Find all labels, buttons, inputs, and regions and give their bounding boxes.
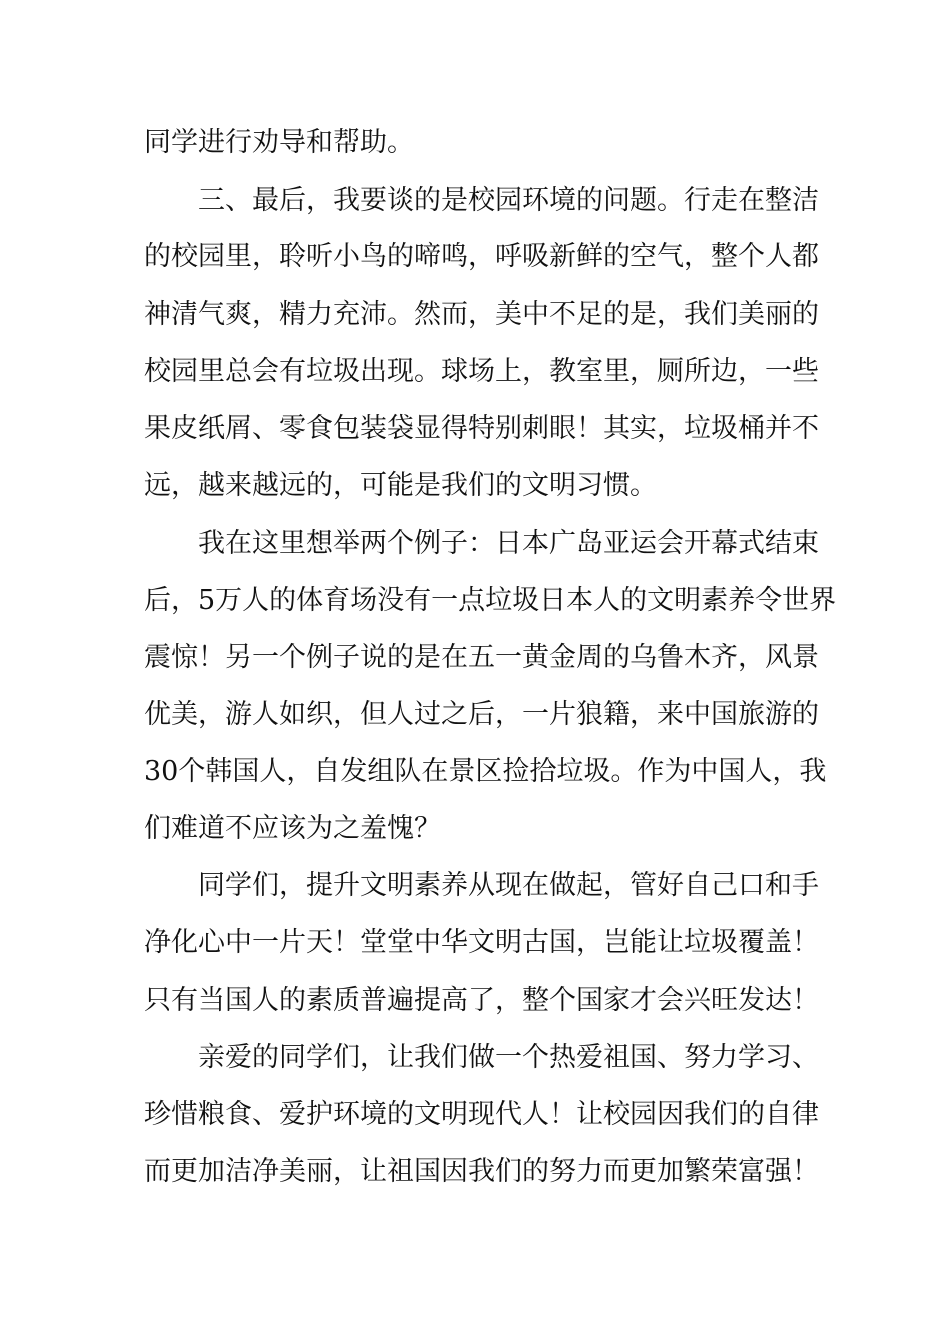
paragraph-line: 净化心中一片天！堂堂中华文明古国，岂能让垃圾覆盖！ — [144, 927, 819, 958]
paragraph-line: 而更加洁净美丽，让祖国因我们的努力而更加繁荣富强！ — [144, 1156, 819, 1187]
paragraph-line: 后，5万人的体育场没有一点垃圾日本人的文明素养令世界 — [144, 585, 837, 616]
paragraph-line: 30个韩国人，自发组队在景区捡拾垃圾。作为中国人，我 — [144, 756, 827, 787]
paragraph-line: 校园里总会有垃圾出现。球场上，教室里，厕所边，一些 — [144, 356, 819, 387]
paragraph-line: 我在这里想举两个例子：日本广岛亚运会开幕式结束 — [198, 528, 819, 559]
paragraph-line: 果皮纸屑、零食包装袋显得特别刺眼！其实，垃圾桶并不 — [144, 413, 819, 444]
paragraph-line: 的校园里，聆听小鸟的啼鸣，呼吸新鲜的空气，整个人都 — [144, 241, 819, 272]
paragraph-line: 三、最后，我要谈的是校园环境的问题。行走在整洁 — [198, 185, 819, 216]
paragraph-line: 珍惜粮食、爱护环境的文明现代人！让校园因我们的自律 — [144, 1099, 819, 1130]
paragraph-line: 同学进行劝导和帮助。 — [144, 127, 414, 158]
paragraph-line: 震惊！另一个例子说的是在五一黄金周的乌鲁木齐，风景 — [144, 642, 819, 673]
paragraph-line: 们难道不应该为之羞愧？ — [144, 813, 441, 844]
paragraph-line: 远，越来越远的，可能是我们的文明习惯。 — [144, 470, 657, 501]
paragraph-line: 神清气爽，精力充沛。然而，美中不足的是，我们美丽的 — [144, 299, 819, 330]
paragraph-line: 亲爱的同学们，让我们做一个热爱祖国、努力学习、 — [198, 1042, 819, 1073]
paragraph-line: 只有当国人的素质普遍提高了，整个国家才会兴旺发达！ — [144, 985, 819, 1016]
paragraph-line: 优美，游人如织，但人过之后，一片狼籍，来中国旅游的 — [144, 699, 819, 730]
paragraph-line: 同学们，提升文明素养从现在做起，管好自己口和手 — [198, 870, 819, 901]
